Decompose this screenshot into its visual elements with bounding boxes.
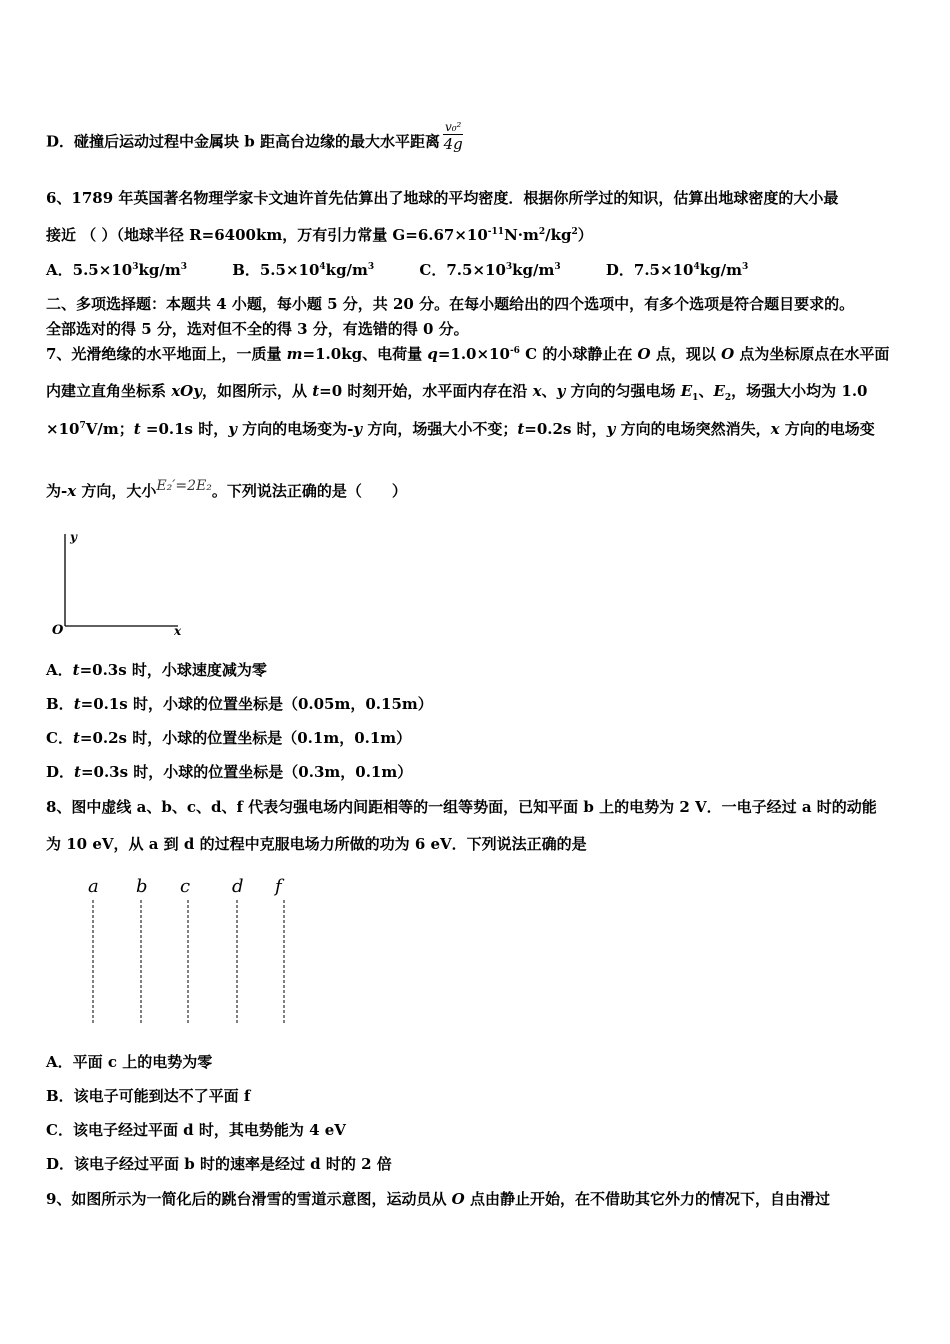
q6-option-d bbox=[606, 259, 748, 280]
q6-option-b-unit: kg/m bbox=[325, 261, 368, 279]
q9-stem-line1 bbox=[46, 1188, 830, 1209]
q7-l1-c: =1.0×10 bbox=[437, 345, 510, 363]
y-axis-label: y bbox=[70, 530, 77, 544]
q6-line2-exponent3: 2 bbox=[571, 227, 578, 237]
q7-l3-t2: t bbox=[517, 420, 525, 438]
q9-l1-a: 9、如图所示为一简化后的跳台滑雪的雪道示意图，运动员从 bbox=[46, 1190, 452, 1208]
q6-option-a bbox=[46, 259, 187, 280]
origin-label: O bbox=[52, 623, 64, 638]
q6-line2-text: 接近 （ ）（地球半径 R=6400km，万有引力常量 G=6.67×10 bbox=[46, 226, 488, 244]
q6-option-b-exp: 4 bbox=[319, 262, 326, 272]
q7-option-b-letter: B． bbox=[46, 695, 74, 713]
q8-option-d: D．该电子经过平面 b 时的速率是经过 d 时的 2 倍 bbox=[46, 1155, 392, 1173]
q7-option-c-text: =0.2s 时，小球的位置坐标是（0.1m，0.1m） bbox=[79, 729, 412, 747]
q5-option-d-text: D．碰撞后运动过程中金属块 b 距高台边缘的最大水平距离 bbox=[46, 132, 440, 151]
q7-l1-O2: O bbox=[721, 345, 735, 363]
q7-l1-O: O bbox=[637, 345, 651, 363]
q7-l3-y: y bbox=[228, 420, 237, 438]
q6-option-d-exp: 4 bbox=[693, 262, 700, 272]
q8-stem-line1: 8、图中虚线 a、b、c、d、f 代表匀强电场内间距相等的一组等势面，已知平面 b 上的电势为 2 V．一电子经过 a 时的动能 bbox=[46, 798, 877, 816]
q6-option-b-unit-exp: 3 bbox=[367, 262, 375, 272]
q7-option-a-t: t bbox=[72, 661, 80, 679]
q7-stem-line1 bbox=[46, 343, 889, 364]
q7-l2-e: 方向的匀强电场 bbox=[565, 382, 681, 400]
q6-option-d-unit-exp: 3 bbox=[741, 262, 749, 272]
q7-l2-x: x bbox=[532, 382, 542, 400]
q7-l3-f: =0.2s 时， bbox=[524, 420, 607, 438]
q7-l4-b: 方向，大小 bbox=[76, 482, 157, 500]
q7-l3-t: t bbox=[133, 420, 141, 438]
q9-l1-O: O bbox=[451, 1190, 465, 1208]
q7-l3-exp: 7 bbox=[79, 421, 86, 431]
q7-l2-y: y bbox=[556, 382, 566, 400]
q6-line2-unit2: /kg bbox=[545, 226, 572, 244]
q7-option-a-letter: A． bbox=[46, 661, 73, 679]
q7-option-b-t: t bbox=[73, 695, 81, 713]
section2-heading-line2: 全部选对的得 5 分，选对但不全的得 3 分，有选错的得 0 分。 bbox=[46, 320, 469, 338]
q7-stem-line3 bbox=[46, 418, 875, 439]
q5-fraction-numerator: v₀² bbox=[444, 120, 462, 134]
q5-fraction bbox=[443, 120, 463, 153]
q7-l4-c: 。下列说法正确的是（ ） bbox=[211, 482, 407, 500]
q6-option-c-unit-exp: 3 bbox=[554, 262, 561, 272]
q7-axes-figure bbox=[48, 528, 193, 640]
q7-l2-d: 、 bbox=[541, 382, 557, 400]
q7-l2-t: t bbox=[312, 382, 320, 400]
q7-option-d bbox=[46, 761, 412, 782]
q7-l2-xoy: xOy bbox=[171, 382, 202, 400]
q7-l2-E1-sub: 1 bbox=[692, 393, 699, 403]
q7-l3-h: 方向的电场变 bbox=[779, 420, 875, 438]
q7-l1-m: m bbox=[286, 345, 303, 363]
q7-l3-x: x bbox=[770, 420, 780, 438]
q6-option-c bbox=[419, 259, 560, 280]
q7-option-c bbox=[46, 727, 411, 748]
q8-option-c: C．该电子经过平面 d 时，其电势能为 4 eV bbox=[46, 1121, 346, 1139]
q7-l2-a: 内建立直角坐标系 bbox=[46, 382, 172, 400]
q6-stem-line1: 6、1789 年英国著名物理学家卡文迪许首先估算出了地球的平均密度．根据你所学过的知识，估算出地球密度的大小最 bbox=[46, 189, 839, 207]
q6-line2-exponent2: 2 bbox=[538, 227, 546, 237]
q7-option-d-letter: D． bbox=[46, 763, 75, 781]
q6-option-a-exp: 3 bbox=[132, 262, 139, 272]
q7-l1-a: 7、光滑绝缘的水平地面上，一质量 bbox=[46, 345, 287, 363]
q5-fraction-denominator: 4g bbox=[443, 135, 463, 153]
q7-l2-g: ，场强大小均为 1.0 bbox=[731, 382, 868, 400]
q8-planes-figure bbox=[80, 872, 300, 1027]
q6-option-b-value: B．5.5×10 bbox=[232, 261, 320, 279]
q8-option-a: A．平面 c 上的电势为零 bbox=[46, 1053, 213, 1071]
q7-l3-c: =0.1s 时， bbox=[140, 420, 229, 438]
q7-l1-exp: -6 bbox=[509, 346, 520, 356]
x-axis-label: x bbox=[174, 624, 182, 638]
plane-label-f: f bbox=[275, 876, 282, 897]
plane-label-a: a bbox=[88, 876, 99, 897]
q7-l3-g: 方向的电场突然消失， bbox=[615, 420, 771, 438]
plane-label-c: c bbox=[180, 876, 191, 897]
q7-l2-b: ，如图所示，从 bbox=[201, 382, 313, 400]
q6-option-a-unit: kg/m bbox=[138, 261, 181, 279]
q7-l2-c: =0 时刻开始，水平面内存在沿 bbox=[319, 382, 533, 400]
q7-l3-b: V/m； bbox=[85, 420, 134, 438]
q7-l1-q: q bbox=[427, 345, 438, 363]
q7-option-b bbox=[46, 693, 433, 714]
q7-l2-f: 、 bbox=[698, 382, 714, 400]
q7-l3-d: 方向的电场变为- bbox=[236, 420, 354, 438]
q6-option-d-value: D．7.5×10 bbox=[605, 261, 694, 279]
q7-l3-e: 方向，场强大小不变； bbox=[362, 420, 518, 438]
q6-option-c-value: C．7.5×10 bbox=[419, 261, 506, 279]
q8-stem-line2: 为 10 eV，从 a 到 d 的过程中克服电场力所做的功为 6 eV．下列说法正确的是 bbox=[46, 835, 587, 853]
q7-option-b-text: =0.1s 时，小球的位置坐标是（0.05m，0.15m） bbox=[80, 695, 433, 713]
q6-line2-exponent: -11 bbox=[487, 227, 505, 237]
q7-l3-y2: y bbox=[353, 420, 363, 438]
q8-option-b: B．该电子可能到达不了平面 f bbox=[46, 1087, 251, 1105]
q7-l4-x: x bbox=[67, 482, 77, 500]
q7-option-a bbox=[46, 659, 267, 680]
q9-l1-b: 点由静止开始，在不借助其它外力的情况下，自由滑过 bbox=[464, 1190, 830, 1208]
q6-option-c-unit: kg/m bbox=[512, 261, 555, 279]
q7-option-d-text: =0.3s 时，小球的位置坐标是（0.3m，0.1m） bbox=[80, 763, 413, 781]
q7-option-d-t: t bbox=[74, 763, 81, 781]
q6-option-a-value: A．5.5×10 bbox=[46, 261, 133, 279]
plane-label-b: b bbox=[136, 876, 148, 897]
q7-l1-e: 点，现以 bbox=[650, 345, 722, 363]
q6-stem-line2 bbox=[46, 224, 593, 245]
q7-option-a-text: =0.3s 时，小球速度减为零 bbox=[79, 661, 267, 679]
q7-stem-line4 bbox=[46, 480, 407, 501]
q7-l1-d: C 的小球静止在 bbox=[519, 345, 638, 363]
q6-option-b bbox=[232, 259, 374, 280]
q7-l2-E2: E bbox=[713, 382, 725, 400]
q7-stem-line2 bbox=[46, 380, 867, 403]
q7-l1-b: =1.0kg、电荷量 bbox=[302, 345, 428, 363]
q7-option-c-letter: C． bbox=[46, 729, 73, 747]
q6-line2-unit: N·m bbox=[504, 226, 539, 244]
q7-l2-E2-sub: 2 bbox=[724, 393, 732, 403]
q7-option-c-t: t bbox=[72, 729, 80, 747]
section2-heading-line1: 二、多项选择题：本题共 4 小题，每小题 5 分，共 20 分。在每小题给出的四个选项中，有多个选项是符合题目要求的。 bbox=[46, 295, 855, 313]
q6-option-c-exp: 3 bbox=[505, 262, 513, 272]
plane-label-d: d bbox=[232, 876, 244, 897]
q7-l2-E1: E bbox=[680, 382, 693, 400]
q6-line2-close: ） bbox=[577, 226, 593, 244]
q7-l3-y3: y bbox=[606, 420, 616, 438]
q7-l1-f: 点为坐标原点在水平面 bbox=[734, 345, 890, 363]
q6-options bbox=[46, 259, 788, 280]
q7-l3-a: ×10 bbox=[46, 420, 80, 438]
q5-option-d bbox=[46, 120, 463, 159]
q7-formula: E₂′=2E₂ bbox=[156, 478, 212, 494]
q7-l4-a: 为- bbox=[46, 482, 68, 500]
q6-option-a-unit-exp: 3 bbox=[180, 262, 187, 272]
q6-option-d-unit: kg/m bbox=[699, 261, 742, 279]
